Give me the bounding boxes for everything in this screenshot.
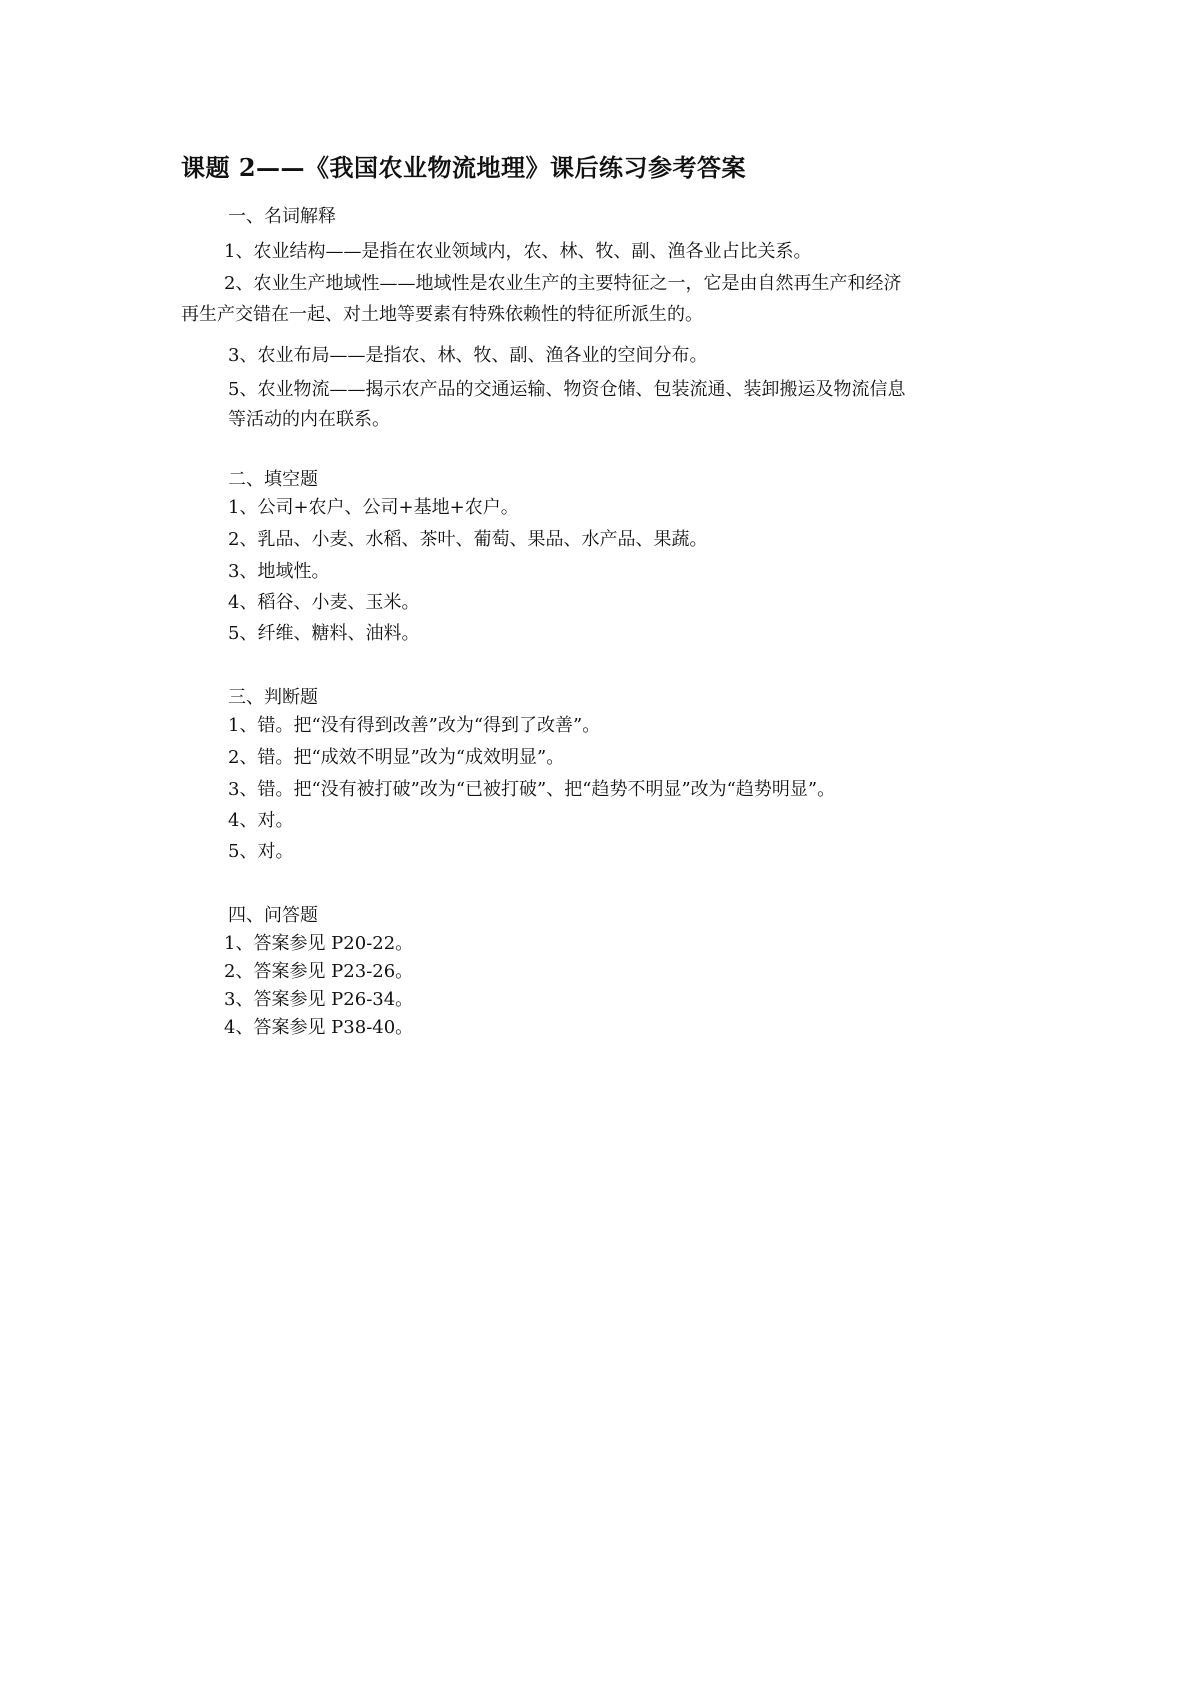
fill-item-1: 1、公司+农户、公司+基地+农户。 [228, 497, 519, 518]
section-heading-fill-blank: 二、填空题 [228, 469, 318, 490]
fill-item-3: 3、地域性。 [228, 561, 330, 582]
qa-item-2: 2、答案参见 P23-26。 [224, 961, 414, 982]
judge-item-4: 4、对。 [228, 810, 294, 831]
term-item-5: 5、农业物流——揭示农产品的交通运输、物资仓储、包装流通、装卸搬运及物流信息 [228, 379, 906, 400]
section-heading-terms: 一、名词解释 [228, 206, 336, 227]
section-heading-true-false: 三、判断题 [228, 687, 318, 708]
section-heading-qa: 四、问答题 [228, 905, 318, 926]
qa-item-4: 4、答案参见 P38-40。 [224, 1017, 414, 1038]
term-item-2: 2、农业生产地域性——地域性是农业生产的主要特征之一，它是由自然再生产和经济 [224, 273, 902, 294]
judge-item-1: 1、错。把“没有得到改善”改为“得到了改善”。 [228, 715, 601, 736]
term-item-2-continued: 再生产交错在一起、对土地等要素有特殊依赖性的特征所派生的。 [181, 304, 703, 325]
judge-item-5: 5、对。 [228, 841, 294, 862]
document-title: 课题 2——《我国农业物流地理》课后练习参考答案 [181, 153, 747, 182]
judge-item-3: 3、错。把“没有被打破”改为“已被打破”、把“趋势不明显”改为“趋势明显”。 [228, 779, 836, 800]
fill-item-4: 4、稻谷、小麦、玉米。 [228, 592, 420, 613]
term-item-3: 3、农业布局——是指农、林、牧、副、渔各业的空间分布。 [228, 345, 708, 366]
qa-item-3: 3、答案参见 P26-34。 [224, 989, 414, 1010]
qa-item-1: 1、答案参见 P20-22。 [224, 933, 414, 954]
judge-item-2: 2、错。把“成效不明显”改为“成效明显”。 [228, 747, 565, 768]
term-item-1: 1、农业结构——是指在农业领域内，农、林、牧、副、渔各业占比关系。 [224, 241, 812, 262]
fill-item-5: 5、纤维、糖料、油料。 [228, 623, 420, 644]
fill-item-2: 2、乳品、小麦、水稻、茶叶、葡萄、果品、水产品、果蔬。 [228, 529, 708, 550]
term-item-5-continued: 等活动的内在联系。 [228, 409, 390, 430]
